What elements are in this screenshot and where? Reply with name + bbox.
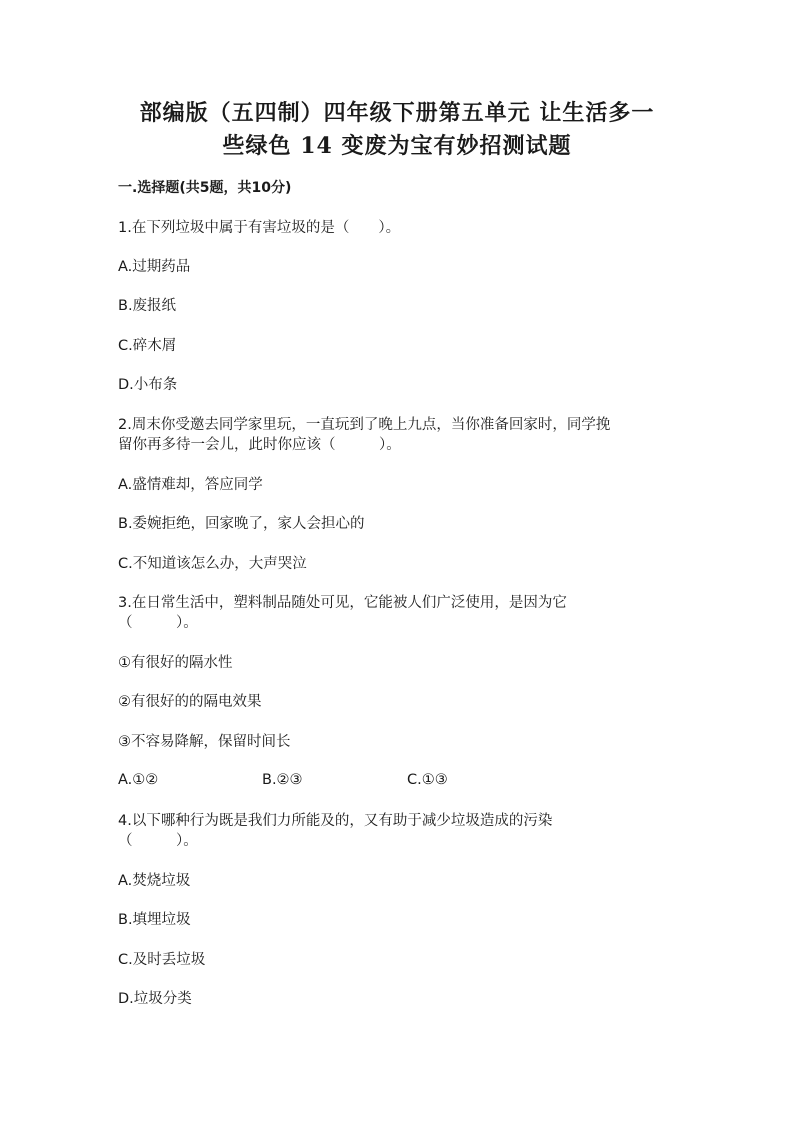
question-2-stem-line-2: 留你再多待一会儿，此时你应该（ ）。 <box>118 437 401 453</box>
question-1-option-a: A.过期药品 <box>118 259 191 275</box>
question-3-stem-line-1: 3.在日常生活中，塑料制品随处可见，它能被人们广泛使用，是因为它 <box>118 595 567 611</box>
document-title-line-2: 些绿色 14 变废为宝有妙招测试题 <box>222 133 572 159</box>
question-1-option-b: B.废报纸 <box>118 298 177 314</box>
document-title-line-1: 部编版（五四制）四年级下册第五单元 让生活多一 <box>139 100 655 126</box>
question-3-statement-3: ③不容易降解，保留时间长 <box>118 734 291 750</box>
question-3-option-a: A.①② <box>118 772 159 788</box>
question-1-stem: 1.在下列垃圾中属于有害垃圾的是（ ）。 <box>118 220 401 236</box>
question-1-option-d: D.小布条 <box>118 377 178 393</box>
question-4-option-c: C.及时丢垃圾 <box>118 952 206 968</box>
question-4-option-d: D.垃圾分类 <box>118 991 192 1007</box>
question-3-statement-1: ①有很好的隔水性 <box>118 655 233 671</box>
question-2-option-c: C.不知道该怎么办，大声哭泣 <box>118 556 307 572</box>
question-4-stem-line-2: （ ）。 <box>118 833 198 849</box>
question-3-option-b: B.②③ <box>262 772 303 788</box>
question-4-option-b: B.填埋垃圾 <box>118 912 191 928</box>
section-heading: 一.选择题(共5题，共10分) <box>118 180 292 196</box>
question-2-option-a: A.盛情难却，答应同学 <box>118 477 263 493</box>
question-3-stem-line-2: （ ）。 <box>118 615 198 631</box>
question-3-statement-2: ②有很好的的隔电效果 <box>118 694 262 710</box>
question-2-option-b: B.委婉拒绝，回家晚了，家人会担心的 <box>118 516 365 532</box>
question-4-option-a: A.焚烧垃圾 <box>118 873 191 889</box>
question-1-option-c: C.碎木屑 <box>118 338 177 354</box>
question-3-option-c: C.①③ <box>407 772 448 788</box>
question-2-stem-line-1: 2.周末你受邀去同学家里玩，一直玩到了晚上九点，当你准备回家时，同学挽 <box>118 417 611 433</box>
question-4-stem-line-1: 4.以下哪种行为既是我们力所能及的，又有助于减少垃圾造成的污染 <box>118 813 553 829</box>
